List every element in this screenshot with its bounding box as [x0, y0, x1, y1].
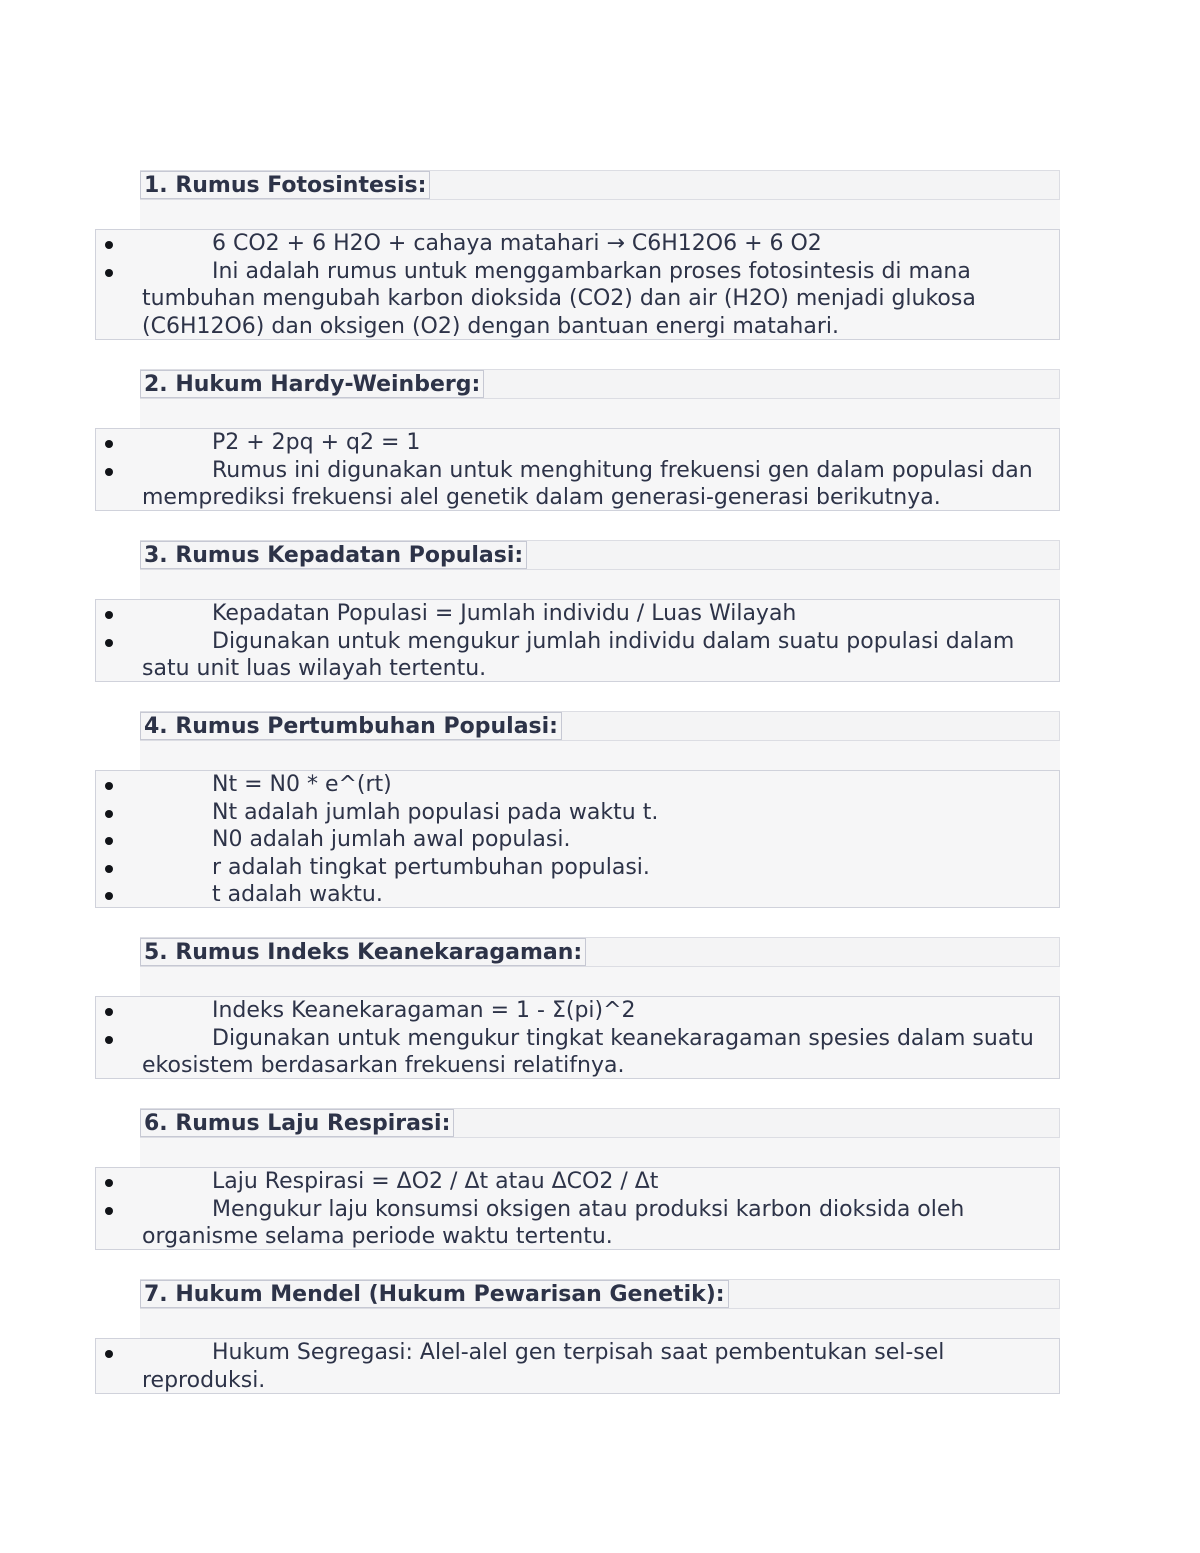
list-item [96, 600, 1059, 628]
list-item-text: Indeks Keanekaragaman = 1 - Σ(pi)^2 [212, 998, 636, 1023]
bullet-icon [105, 611, 113, 619]
bullet-icon [105, 1350, 113, 1358]
spacer-row [140, 570, 1060, 599]
bullet-icon [105, 241, 113, 249]
list-item [96, 1339, 1059, 1394]
list-item [96, 799, 1059, 827]
list-item [96, 429, 1059, 457]
section-heading: 5. Rumus Indeks Keanekaragaman: [140, 938, 586, 966]
list-item-text: Kepadatan Populasi = Jumlah individu / Luas Wilayah [212, 601, 797, 626]
list-item [96, 628, 1059, 683]
bullet-icon [105, 269, 113, 277]
bullet-icon [105, 1036, 113, 1044]
list-item [96, 1196, 1059, 1251]
bullet-icon [105, 468, 113, 476]
list-item-text: t adalah waktu. [212, 882, 383, 907]
bullet-list [95, 428, 1060, 511]
list-item [96, 881, 1059, 909]
section-heading: 2. Hukum Hardy-Weinberg: [140, 370, 484, 398]
list-item-text: Digunakan untuk mengukur jumlah individu dalam suatu populasi dalam satu unit luas wilayah tertentu. [142, 628, 1015, 681]
list-item [96, 258, 1059, 341]
spacer-row [140, 1138, 1060, 1167]
spacer-row [140, 741, 1060, 770]
heading-row [140, 170, 1060, 200]
bullet-list [95, 229, 1060, 340]
list-item-text: N0 adalah jumlah awal populasi. [212, 827, 571, 852]
list-item-text: Nt = N0 * e^(rt) [212, 772, 392, 797]
bullet-icon [105, 810, 113, 818]
list-item-text: Mengukur laju konsumsi oksigen atau produksi karbon dioksida oleh organisme selama periode waktu tertentu. [142, 1196, 965, 1249]
bullet-icon [105, 440, 113, 448]
list-item-text: Laju Respirasi = ΔO2 / Δt atau ΔCO2 / Δt [212, 1169, 659, 1194]
heading-row [140, 1279, 1060, 1309]
list-item-text: Hukum Segregasi: Alel-alel gen terpisah saat pembentukan sel-sel reproduksi. [142, 1340, 945, 1393]
list-item-text: P2 + 2pq + q2 = 1 [212, 430, 421, 455]
spacer-row [140, 967, 1060, 996]
section-heading: 7. Hukum Mendel (Hukum Pewarisan Genetik): [140, 1280, 729, 1308]
section-heading: 6. Rumus Laju Respirasi: [140, 1109, 454, 1137]
list-item [96, 1025, 1059, 1080]
spacer-row [140, 200, 1060, 229]
bullet-icon [105, 782, 113, 790]
heading-row [140, 937, 1060, 967]
list-item [96, 230, 1059, 258]
bullet-icon [105, 892, 113, 900]
list-item-text: Nt adalah jumlah populasi pada waktu t. [212, 799, 659, 825]
bullet-icon [105, 837, 113, 845]
section-heading: 1. Rumus Fotosintesis: [140, 171, 430, 199]
bullet-icon [105, 1179, 113, 1187]
bullet-icon [105, 1008, 113, 1016]
list-item [96, 1168, 1059, 1196]
bullet-icon [105, 639, 113, 647]
section-heading: 4. Rumus Pertumbuhan Populasi: [140, 712, 562, 740]
heading-row [140, 540, 1060, 570]
spacer-row [140, 399, 1060, 428]
list-item [96, 826, 1059, 854]
list-item-text: Ini adalah rumus untuk menggambarkan proses fotosintesis di mana tumbuhan mengubah karbon dioksida (CO2) dan air (H2O) menjadi glukosa (C6H12O6) dan oksigen (O2) dengan bantuan energi matahari. [142, 258, 976, 339]
heading-row [140, 369, 1060, 399]
bullet-list [95, 1338, 1060, 1394]
list-item-text: Rumus ini digunakan untuk menghitung frekuensi gen dalam populasi dan memprediksi frekuensi alel genetik dalam generasi-generasi berikutnya. [142, 457, 1033, 510]
list-item-text: 6 CO2 + 6 H2O + cahaya matahari → C6H12O6 + 6 O2 [212, 231, 822, 256]
list-item [96, 771, 1059, 799]
bullet-list [95, 996, 1060, 1079]
bullet-list [95, 599, 1060, 682]
list-item [96, 854, 1059, 882]
bullet-list [95, 770, 1060, 908]
spacer-row [140, 1309, 1060, 1338]
heading-row [140, 1108, 1060, 1138]
list-item [96, 997, 1059, 1025]
heading-row [140, 711, 1060, 741]
section-heading: 3. Rumus Kepadatan Populasi: [140, 541, 527, 569]
bullet-list [95, 1167, 1060, 1250]
list-item-text: r adalah tingkat pertumbuhan populasi. [212, 854, 650, 880]
bullet-icon [105, 865, 113, 873]
bullet-icon [105, 1207, 113, 1215]
list-item [96, 457, 1059, 512]
list-item-text: Digunakan untuk mengukur tingkat keanekaragaman spesies dalam suatu ekosistem berdasarkan frekuensi relatifnya. [142, 1025, 1034, 1078]
